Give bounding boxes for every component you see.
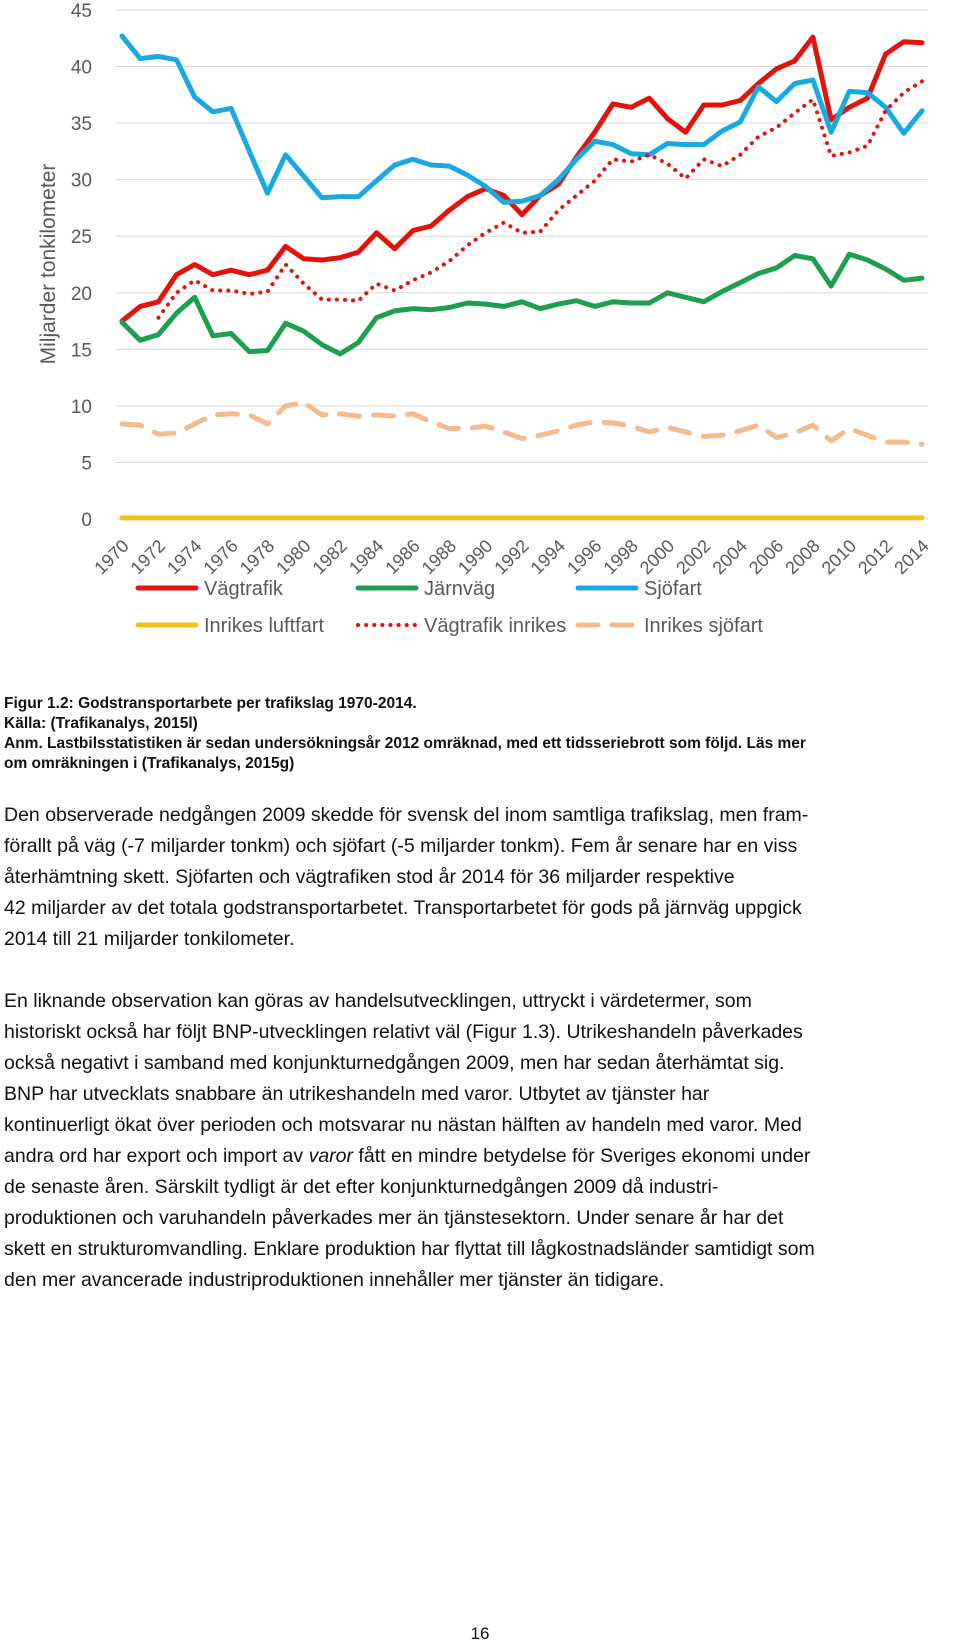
x-tick-label: 1984 <box>344 535 388 579</box>
series-line-vagtrafik-inrikes <box>158 81 922 317</box>
caption-source: Källa: (Trafikanalys, 2015l) <box>4 715 198 732</box>
paragraph-line: förallt på väg (-7 miljarder tonkm) och sjöfart (-5 miljarder tonkm). Fem år senare har en viss <box>4 835 798 857</box>
paragraph-text: fått en mindre betydelse för Sveriges ekonomi under <box>353 1145 811 1167</box>
x-tick-label: 1990 <box>454 535 497 579</box>
x-tick-label: 1998 <box>599 535 642 579</box>
series-line-inrikes-sjofart <box>122 403 922 445</box>
paragraph-italic: varor <box>308 1145 354 1167</box>
x-tick-label: 2000 <box>635 535 679 579</box>
paragraph-line: Den observerade nedgången 2009 skedde för svensk del inom samtliga trafikslag, men fram- <box>4 804 809 826</box>
x-tick-label: 1974 <box>163 535 206 579</box>
legend-label: Vägtrafik <box>204 578 283 600</box>
y-tick-label: 40 <box>70 57 92 79</box>
x-tick-label: 1978 <box>235 535 279 579</box>
series-line-jarnvag <box>122 254 922 354</box>
chart-series <box>122 36 922 518</box>
paragraph-line: den mer avancerade industriproduktionen innehåller mer tjänster än tidigare. <box>4 1269 665 1291</box>
x-tick-label: 1994 <box>526 535 570 579</box>
chart-gridlines <box>116 10 928 519</box>
y-tick-label: 10 <box>70 396 92 418</box>
chart-legend <box>138 578 763 637</box>
x-tick-label: 2006 <box>744 535 788 579</box>
y-tick-label: 45 <box>70 1 92 22</box>
y-axis-title: Miljarder tonkilometer <box>37 163 60 365</box>
x-tick-label: 1970 <box>90 535 133 579</box>
y-tick-label: 30 <box>70 170 92 192</box>
legend-label: Järnväg <box>424 578 496 600</box>
y-tick-label: 5 <box>81 453 92 475</box>
y-axis-ticks <box>71 1 92 531</box>
paragraph-line: BNP har utvecklats snabbare än utrikeshandeln med varor. Utbytet av tjänster har <box>4 1083 710 1105</box>
y-tick-label: 35 <box>70 114 92 136</box>
x-tick-label: 1972 <box>126 535 170 579</box>
y-tick-label: 0 <box>81 510 92 531</box>
x-tick-label: 2008 <box>781 535 824 579</box>
y-tick-label: 20 <box>70 283 92 305</box>
paragraph-line: kontinuerligt ökat över perioden och motsvarar nu nästan hälften av handeln med varor. Med <box>4 1114 802 1136</box>
paragraph-line: historiskt också har följt BNP-utvecklingen relativt väl (Figur 1.3). Utrikeshandeln påverkades <box>4 1021 803 1043</box>
x-tick-label: 1996 <box>563 535 606 579</box>
paragraph-line: de senaste åren. Särskilt tydligt är det efter konjunkturnedgången 2009 då industri- <box>4 1176 719 1198</box>
paragraph-line: också negativt i samband med konjunkturnedgången 2009, men har sedan återhämtat sig. <box>4 1052 785 1074</box>
x-tick-label: 1988 <box>417 535 461 579</box>
paragraph-line: återhämtning skett. Sjöfarten och vägtrafiken stod år 2014 för 36 miljarder respektive <box>4 866 735 888</box>
x-tick-label: 1986 <box>381 535 424 579</box>
x-tick-label: 1982 <box>308 535 352 579</box>
paragraph-line: 2014 till 21 miljarder tonkilometer. <box>4 928 295 950</box>
series-line-sjofart <box>122 36 922 202</box>
x-tick-label: 1980 <box>272 535 315 579</box>
paragraph-line: produktionen och varuhandeln påverkades mer än tjänstesektorn. Under senare år har det <box>4 1207 784 1229</box>
paragraph-line <box>4 1141 956 1172</box>
x-tick-label: 1992 <box>490 535 533 579</box>
x-tick-label: 1976 <box>199 535 242 579</box>
legend-label: Inrikes luftfart <box>204 615 325 637</box>
x-tick-label: 2010 <box>817 535 861 579</box>
caption-note-cont: om omräkningen i (Trafikanalys, 2015g) <box>4 755 295 772</box>
legend-label: Vägtrafik inrikes <box>424 615 567 637</box>
legend-label: Sjöfart <box>644 578 702 600</box>
page-number: 16 <box>470 1624 490 1643</box>
paragraph-2 <box>4 986 956 1296</box>
caption-title: Figur 1.2: Godstransportarbete per trafikslag 1970-2014. <box>4 695 417 712</box>
freight-chart <box>0 0 960 670</box>
x-tick-label: 2004 <box>708 535 752 579</box>
y-tick-label: 25 <box>70 227 92 249</box>
x-tick-label: 2012 <box>854 535 897 579</box>
figure-caption <box>4 694 954 774</box>
paragraph-line: skett en strukturomvandling. Enklare produktion har flyttat till lågkostnadsländer samtidigt som <box>4 1238 815 1260</box>
paragraph-line: 42 miljarder av det totala godstransportarbetet. Transportarbetet för gods på järnväg uppgick <box>4 897 802 919</box>
x-tick-label: 2014 <box>890 535 933 579</box>
x-tick-label: 2002 <box>672 535 715 579</box>
y-tick-label: 15 <box>70 340 92 362</box>
paragraph-text: andra ord har export och import av <box>4 1145 309 1167</box>
x-axis-ticks <box>90 536 932 578</box>
caption-note: Anm. Lastbilsstatistiken är sedan undersökningsår 2012 omräknad, med ett tidsseriebrott som följd. Läs mer <box>4 735 806 752</box>
legend-label: Inrikes sjöfart <box>644 615 763 637</box>
paragraph-line: En liknande observation kan göras av handelsutvecklingen, uttryckt i värdetermer, som <box>4 990 752 1012</box>
paragraph-1 <box>4 800 956 955</box>
